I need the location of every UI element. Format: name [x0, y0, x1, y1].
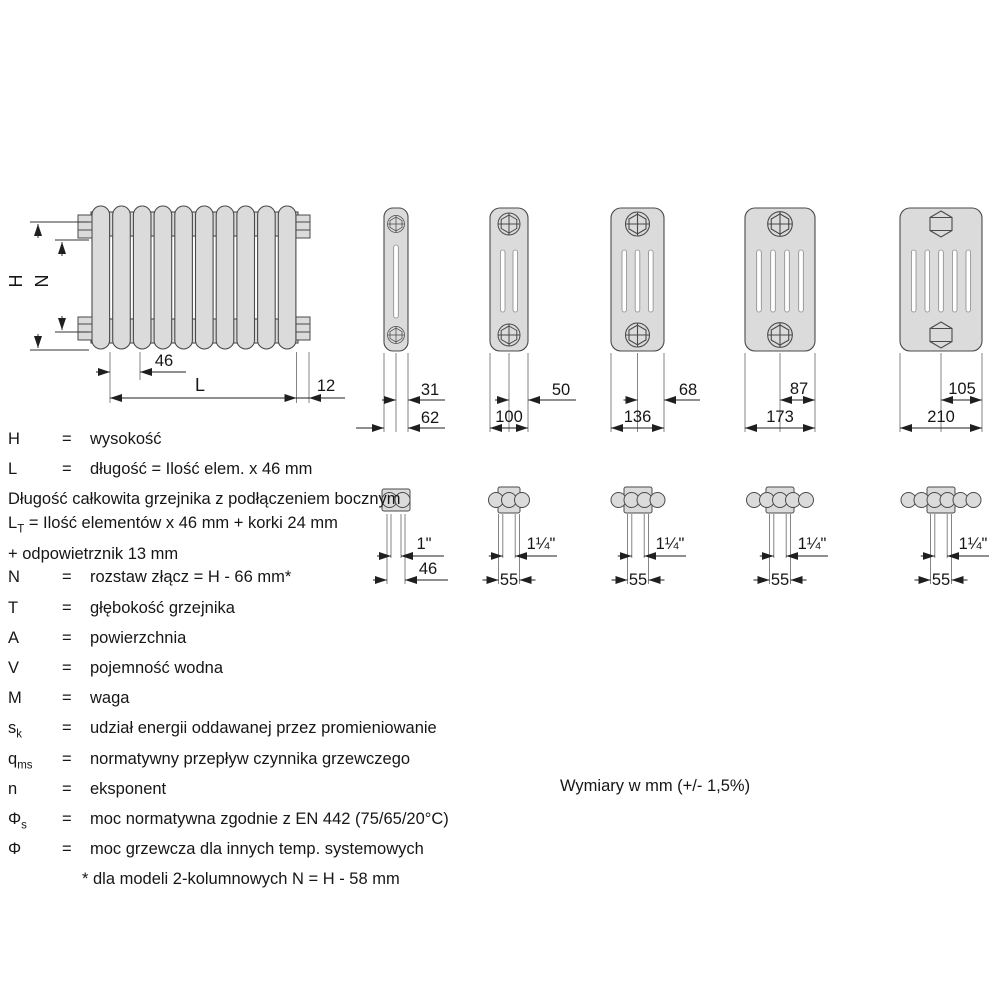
legend-row-phi-s: $\Phi_s$ = moc normatywna zgodnie z EN 442 (75/65/20°C)	[8, 810, 449, 832]
front-view	[6, 206, 345, 403]
cross-section-6col	[900, 208, 982, 432]
dim-label-68: 68	[678, 381, 698, 399]
legend-row-n: n = eksponent	[8, 779, 167, 798]
dim-label-H: H	[6, 274, 26, 288]
legend-row-M: M = waga	[8, 689, 130, 708]
legend-row-V: V = pojemność wodna	[8, 659, 223, 678]
legend-row-A: A = powierzchnia	[8, 628, 187, 647]
dim-label-31: 31	[420, 381, 440, 399]
legend-row-LT: $L_T$ = Ilość elementów x 46 mm + korki 24 mm	[8, 514, 338, 536]
top-view-6col	[901, 487, 989, 589]
dim-label-1-25in: 1¼"	[655, 535, 685, 553]
dim-label-55mm: 55	[499, 571, 519, 589]
legend-row-L: L = długość = Ilość elem. x 46 mm	[8, 460, 313, 479]
dim-label-62: 62	[420, 409, 440, 427]
legend-row-qms: $q_{ms}$ = normatywny przepływ czynnika grzewczego	[8, 749, 411, 771]
dim-label-1-25in: 1¼"	[797, 535, 827, 553]
dim-label-50: 50	[551, 381, 571, 399]
top-view-4col	[611, 487, 686, 589]
legend	[8, 428, 498, 892]
front-extension-lines	[110, 352, 309, 403]
dim-label-136: 136	[623, 408, 652, 426]
legend-footnote: * dla modeli 2-kolumnowych N = H - 58 mm	[82, 870, 400, 889]
dimensions-note: Wymiary w mm (+/- 1,5%)	[560, 777, 751, 795]
dim-label-N: N	[32, 274, 52, 288]
dim-label-46mm: 46	[418, 560, 438, 578]
legend-row-T: T = głębokość grzejnika	[8, 598, 235, 617]
dim-label-87: 87	[789, 380, 809, 398]
dim-label-1-25in: 1¼"	[958, 535, 988, 553]
dim-label-55mm: 55	[628, 571, 648, 589]
legend-row-sk: $s_k$ = udział energii oddawanej przez promieniowanie	[8, 719, 437, 741]
dim-label-100: 100	[495, 408, 523, 426]
front-dimension-lines	[96, 372, 345, 398]
dim-label-55mm: 55	[770, 571, 790, 589]
legend-row-air-vent: + odpowietrznik 13 mm	[8, 544, 179, 563]
dim-label-210: 210	[927, 408, 955, 426]
legend-row-total-length: Długość całkowita grzejnika z podłączeniem bocznym	[8, 490, 401, 509]
dim-label-1in: 1"	[416, 535, 432, 553]
cross-section-2col	[356, 208, 445, 432]
dim-label-1-25in: 1¼"	[526, 535, 556, 553]
dim-label-55mm: 55	[931, 571, 951, 589]
dim-label-173: 173	[766, 408, 794, 426]
cross-section-3col	[490, 208, 576, 432]
legend-row-phi: Φ = moc grzewcza dla innych temp. systemowych	[8, 840, 424, 859]
dim-label-12: 12	[316, 377, 336, 395]
top-view-5col	[747, 487, 829, 589]
legend-row-H: H = wysokość	[8, 430, 162, 448]
dim-label-46: 46	[154, 352, 174, 370]
radiator-body	[91, 206, 298, 349]
cross-section-4col	[611, 208, 700, 432]
legend-row-N: N = rozstaw złącz = H - 66 mm*	[8, 568, 292, 587]
dim-label-L: L	[194, 375, 206, 395]
dim-label-105: 105	[948, 380, 976, 398]
cross-section-5col	[745, 208, 815, 432]
